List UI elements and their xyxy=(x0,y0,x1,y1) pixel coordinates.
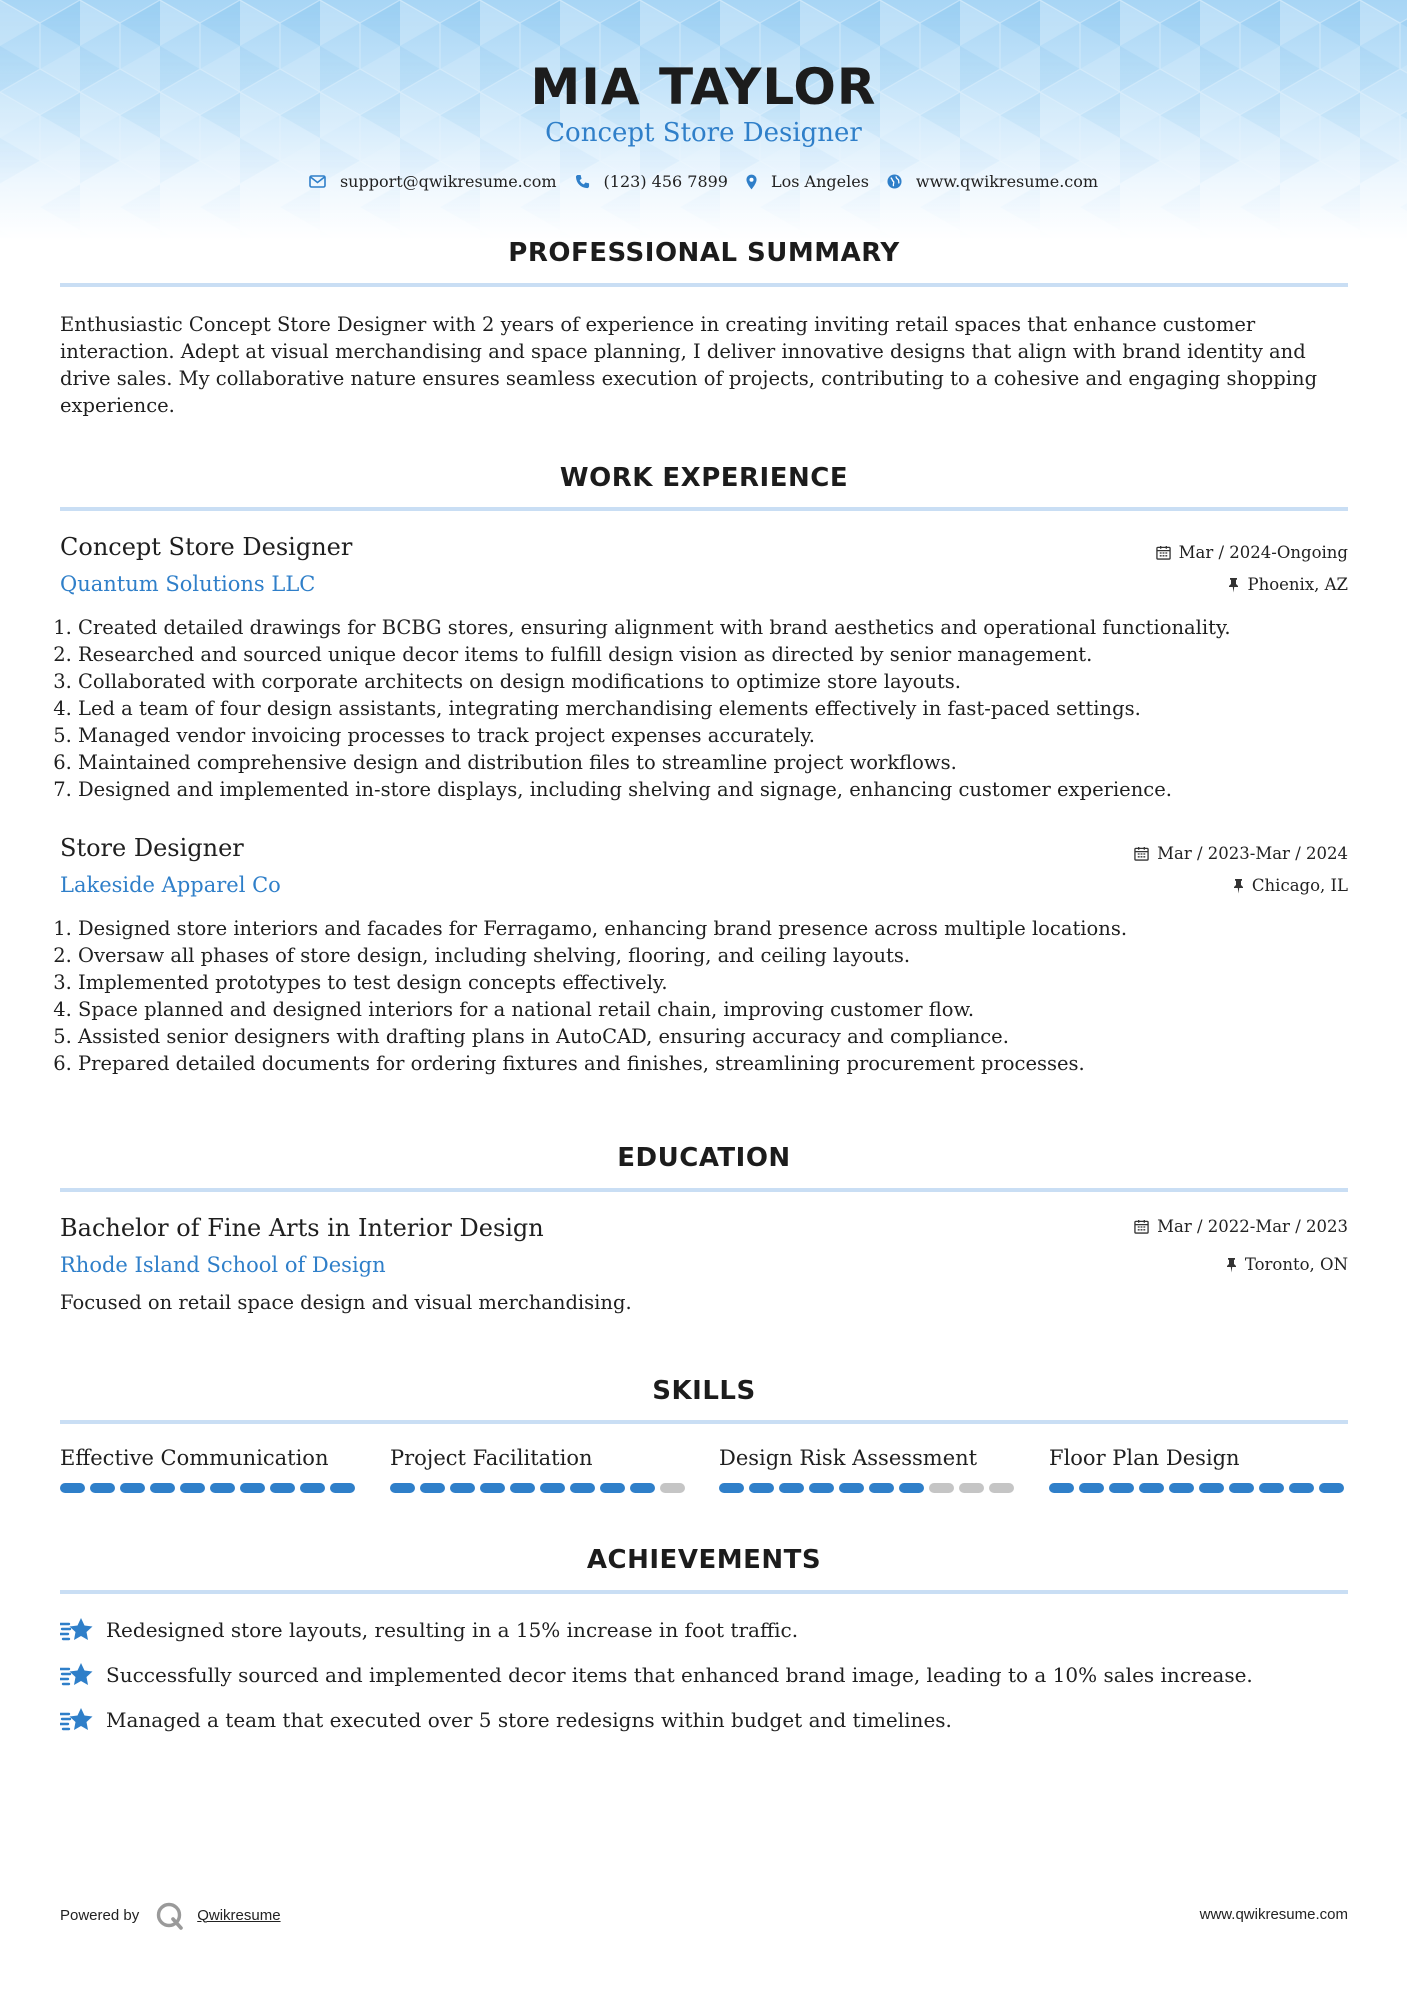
list-item: 6. Maintained comprehensive design and distribution files to streamline project workflows. xyxy=(78,749,1378,776)
list-item: 5. Managed vendor invoicing processes to track project expenses accurately. xyxy=(78,722,1378,749)
location-text: Chicago, IL xyxy=(1251,876,1348,895)
candidate-role: Concept Store Designer xyxy=(545,118,862,148)
skill-level-segment xyxy=(630,1483,655,1493)
job-title: Store Designer xyxy=(60,834,244,862)
location-text: Los Angeles xyxy=(770,172,869,191)
section-divider xyxy=(60,1420,1348,1424)
location-text: Phoenix, AZ xyxy=(1247,575,1348,594)
contact-row xyxy=(0,172,1407,191)
shooting-star-icon xyxy=(60,1661,94,1689)
list-item: 1. Designed store interiors and facades for Ferragamo, enhancing brand presence across multiple locations. xyxy=(78,915,1378,942)
skill-level-bar xyxy=(719,1483,1014,1493)
skill-level-segment xyxy=(749,1483,774,1493)
job-title: Concept Store Designer xyxy=(60,533,353,561)
list-item: 3. Implemented prototypes to test design concepts effectively. xyxy=(78,969,1378,996)
skill-level-segment xyxy=(839,1483,864,1493)
skill-level-segment xyxy=(1079,1483,1104,1493)
achievement-text: Redesigned store layouts, resulting in a 15% increase in foot traffic. xyxy=(106,1618,799,1642)
skill-level-segment xyxy=(929,1483,954,1493)
skill-level-segment xyxy=(1049,1483,1074,1493)
skill-level-segment xyxy=(570,1483,595,1493)
summary-text: Enthusiastic Concept Store Designer with 2 years of experience in creating inviting retail spaces that enhance customer interaction. Adept at visual merchandising and space planning, I deliver innovative designs that align with brand identity and drive sales. My collaborative nature ensures seamless execution of projects, contributing to a cohesive and engaging shopping experience. xyxy=(60,313,1318,417)
section-divider xyxy=(60,507,1348,511)
shooting-star-icon xyxy=(60,1706,94,1734)
skill-level-segment xyxy=(270,1483,295,1493)
job-location xyxy=(1233,876,1348,895)
footer-powered-by xyxy=(60,1900,281,1930)
achievement-item xyxy=(60,1661,1253,1689)
skill-level-segment xyxy=(779,1483,804,1493)
job-bullets xyxy=(56,915,1378,1077)
email-text: support@qwikresume.com xyxy=(339,172,557,191)
skill-level-segment xyxy=(1109,1483,1134,1493)
achievement-text: Managed a team that executed over 5 store redesigns within budget and timelines. xyxy=(106,1708,952,1732)
skill-level-segment xyxy=(300,1483,325,1493)
skill-level-segment xyxy=(1229,1483,1254,1493)
dates-text: Mar / 2024-Ongoing xyxy=(1178,543,1348,562)
website-text: www.qwikresume.com xyxy=(915,172,1099,191)
location-text: Toronto, ON xyxy=(1244,1255,1348,1274)
dates-text: Mar / 2022-Mar / 2023 xyxy=(1157,1217,1348,1236)
powered-by-label: Powered by xyxy=(60,1906,140,1924)
skill-level-segment xyxy=(809,1483,834,1493)
skill-level-segment xyxy=(60,1483,85,1493)
job-dates xyxy=(1134,844,1348,863)
skills-heading: SKILLS xyxy=(652,1376,756,1406)
summary-heading: PROFESSIONAL SUMMARY xyxy=(508,238,900,268)
experience-heading: WORK EXPERIENCE xyxy=(559,463,849,493)
list-item: 3. Collaborated with corporate architects on design modifications to optimize store layouts. xyxy=(78,668,1378,695)
company-name: Lakeside Apparel Co xyxy=(60,873,281,897)
calendar-icon xyxy=(1134,1219,1149,1234)
skill-level-segment xyxy=(480,1483,505,1493)
calendar-icon xyxy=(1134,846,1149,861)
skill-name: Floor Plan Design xyxy=(1049,1446,1240,1470)
pushpin-icon xyxy=(1226,1257,1237,1273)
skill-level-bar xyxy=(390,1483,685,1493)
section-divider xyxy=(60,1188,1348,1192)
list-item: 6. Prepared detailed documents for ordering fixtures and finishes, streamlining procurement processes. xyxy=(78,1050,1378,1077)
education-dates xyxy=(1134,1217,1348,1236)
achievement-item xyxy=(60,1706,952,1734)
achievement-text: Successfully sourced and implemented decor items that enhanced brand image, leading to a 10% sales increase. xyxy=(106,1663,1253,1687)
school-name: Rhode Island School of Design xyxy=(60,1253,386,1277)
skill-level-segment xyxy=(989,1483,1014,1493)
list-item: 4. Led a team of four design assistants, integrating merchandising elements effectively in fast-paced settings. xyxy=(78,695,1378,722)
footer-brand-link[interactable]: Qwikresume xyxy=(197,1906,281,1924)
skill-level-bar xyxy=(1049,1483,1344,1493)
skill-level-segment xyxy=(510,1483,535,1493)
candidate-name: MIA TAYLOR xyxy=(530,58,877,116)
skill-level-segment xyxy=(420,1483,445,1493)
education-heading: EDUCATION xyxy=(617,1143,791,1173)
list-item: 2. Researched and sourced unique decor items to fulfill design vision as directed by senior management. xyxy=(78,641,1378,668)
skill-level-segment xyxy=(120,1483,145,1493)
achievements-heading: ACHIEVEMENTS xyxy=(586,1545,822,1575)
contact-email[interactable] xyxy=(309,172,557,191)
skill-level-segment xyxy=(1139,1483,1164,1493)
skill-level-bar xyxy=(60,1483,355,1493)
skill-level-segment xyxy=(660,1483,685,1493)
contact-website[interactable] xyxy=(887,172,1098,191)
skill-name: Effective Communication xyxy=(60,1446,329,1470)
education-description: Focused on retail space design and visual merchandising. xyxy=(60,1291,632,1314)
contact-location xyxy=(746,172,869,191)
skill-level-segment xyxy=(1289,1483,1314,1493)
skill-level-segment xyxy=(390,1483,415,1493)
degree-title: Bachelor of Fine Arts in Interior Design xyxy=(60,1214,544,1242)
list-item: 7. Designed and implemented in-store displays, including shelving and signage, enhancing customer experience. xyxy=(78,776,1378,803)
achievement-item xyxy=(60,1616,798,1644)
map-marker-icon xyxy=(746,174,757,190)
skill-level-segment xyxy=(1319,1483,1344,1493)
qwikresume-logo-icon xyxy=(153,1900,187,1930)
calendar-icon xyxy=(1156,545,1171,560)
pushpin-icon xyxy=(1228,577,1239,593)
job-dates xyxy=(1156,543,1348,562)
section-divider xyxy=(60,1590,1348,1594)
skill-level-segment xyxy=(899,1483,924,1493)
globe-icon xyxy=(887,174,902,189)
skill-level-segment xyxy=(719,1483,744,1493)
skill-level-segment xyxy=(1169,1483,1194,1493)
skill-name: Project Facilitation xyxy=(390,1446,593,1470)
contact-phone[interactable] xyxy=(575,172,728,191)
skill-level-segment xyxy=(1199,1483,1224,1493)
skill-level-segment xyxy=(150,1483,175,1493)
skill-level-segment xyxy=(90,1483,115,1493)
list-item: 1. Created detailed drawings for BCBG stores, ensuring alignment with brand aesthetics and operational functionality. xyxy=(78,614,1378,641)
skill-level-segment xyxy=(240,1483,265,1493)
skill-level-segment xyxy=(600,1483,625,1493)
pushpin-icon xyxy=(1233,878,1244,894)
section-divider xyxy=(60,283,1348,287)
skill-level-segment xyxy=(210,1483,235,1493)
footer-website[interactable]: www.qwikresume.com xyxy=(1199,1906,1348,1923)
skill-level-segment xyxy=(450,1483,475,1493)
skill-level-segment xyxy=(330,1483,355,1493)
skill-level-segment xyxy=(180,1483,205,1493)
phone-text: (123) 456 7899 xyxy=(603,172,728,191)
list-item: 4. Space planned and designed interiors for a national retail chain, improving customer flow. xyxy=(78,996,1378,1023)
list-item: 5. Assisted senior designers with drafting plans in AutoCAD, ensuring accuracy and compliance. xyxy=(78,1023,1378,1050)
list-item: 2. Oversaw all phases of store design, including shelving, flooring, and ceiling layouts. xyxy=(78,942,1378,969)
education-location xyxy=(1226,1255,1348,1274)
dates-text: Mar / 2023-Mar / 2024 xyxy=(1157,844,1348,863)
phone-icon xyxy=(575,174,590,189)
company-name: Quantum Solutions LLC xyxy=(60,572,316,596)
skill-name: Design Risk Assessment xyxy=(719,1446,978,1470)
shooting-star-icon xyxy=(60,1616,94,1644)
skill-level-segment xyxy=(1259,1483,1284,1493)
job-location xyxy=(1228,575,1348,594)
job-bullets xyxy=(56,614,1378,803)
envelope-icon xyxy=(309,175,326,188)
skill-level-segment xyxy=(959,1483,984,1493)
skill-level-segment xyxy=(540,1483,565,1493)
skill-level-segment xyxy=(869,1483,894,1493)
